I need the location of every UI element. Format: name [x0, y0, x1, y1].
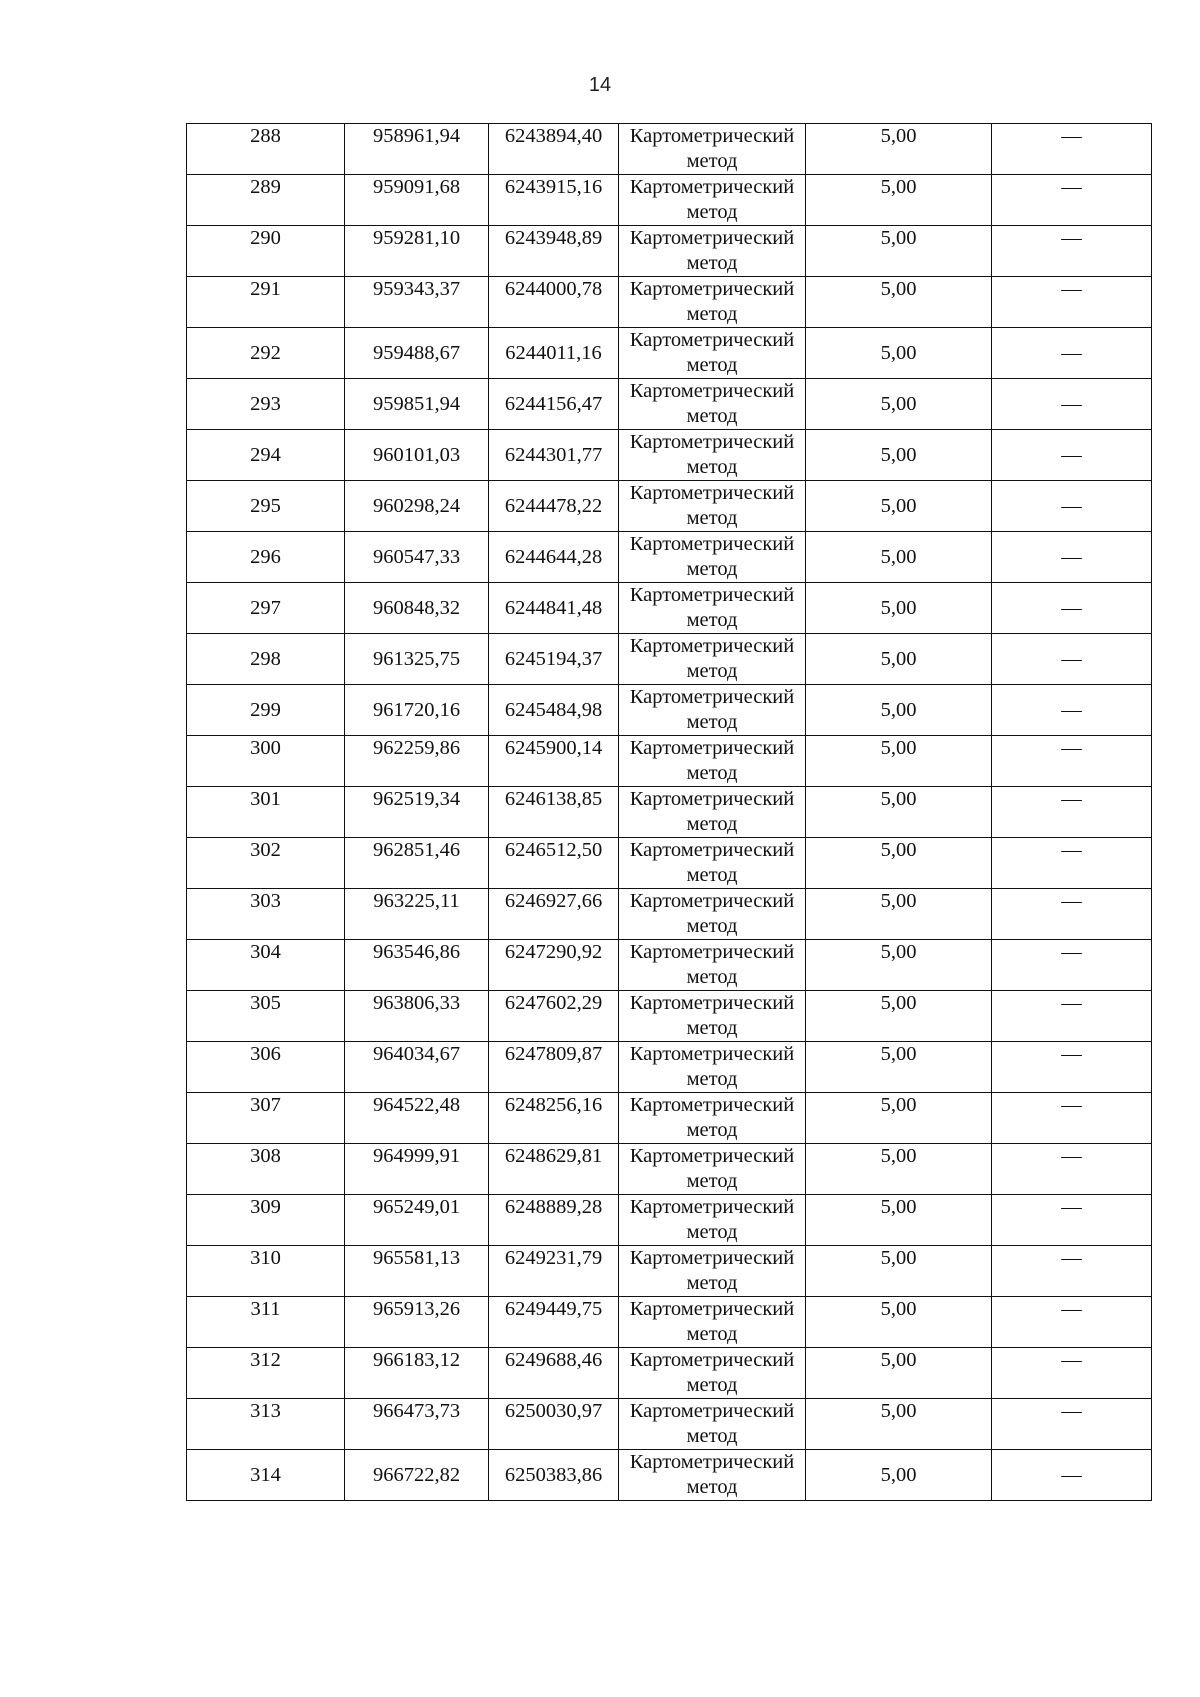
method-line-1: Картометрический: [629, 839, 795, 861]
method-line-1: Картометрический: [629, 380, 795, 402]
point-number-cell: 307: [187, 1093, 345, 1144]
x-coordinate-cell: 959343,37: [345, 277, 489, 328]
method-line-2: метод: [686, 1170, 738, 1192]
point-number-cell: 309: [187, 1195, 345, 1246]
note-cell: —: [992, 736, 1152, 787]
point-number-cell: 303: [187, 889, 345, 940]
accuracy-cell: 5,00: [806, 481, 992, 532]
method-cell: [619, 940, 806, 991]
method-line-1: Картометрический: [629, 1247, 795, 1269]
method-line-1: Картометрический: [629, 992, 795, 1014]
note-cell: —: [992, 1399, 1152, 1450]
accuracy-cell: 5,00: [806, 328, 992, 379]
point-number-cell: 311: [187, 1297, 345, 1348]
table-row: [187, 1246, 1152, 1297]
method-line-2: метод: [686, 813, 738, 835]
method-line-2: метод: [686, 150, 738, 172]
method-line-2: метод: [686, 405, 738, 427]
method-line-1: Картометрический: [629, 176, 795, 198]
method-line-2: метод: [686, 1068, 738, 1090]
x-coordinate-cell: 959091,68: [345, 175, 489, 226]
method-line-1: Картометрический: [629, 125, 795, 147]
y-coordinate-cell: 6246138,85: [489, 787, 619, 838]
note-cell: —: [992, 991, 1152, 1042]
note-cell: —: [992, 1093, 1152, 1144]
accuracy-cell: 5,00: [806, 1450, 992, 1501]
method-line-1: Картометрический: [629, 1043, 795, 1065]
table-row: [187, 1348, 1152, 1399]
accuracy-cell: 5,00: [806, 991, 992, 1042]
y-coordinate-cell: 6244301,77: [489, 430, 619, 481]
point-number-cell: 305: [187, 991, 345, 1042]
note-cell: —: [992, 889, 1152, 940]
method-line-1: Картометрический: [629, 1196, 795, 1218]
table-row: [187, 124, 1152, 175]
x-coordinate-cell: 963225,11: [345, 889, 489, 940]
table-row: [187, 1195, 1152, 1246]
point-number-cell: 310: [187, 1246, 345, 1297]
table-row: [187, 1093, 1152, 1144]
method-line-2: метод: [686, 303, 738, 325]
accuracy-cell: 5,00: [806, 532, 992, 583]
note-cell: —: [992, 481, 1152, 532]
accuracy-cell: 5,00: [806, 1195, 992, 1246]
x-coordinate-cell: 962851,46: [345, 838, 489, 889]
method-cell: [619, 277, 806, 328]
method-line-1: Картометрический: [629, 1145, 795, 1167]
method-cell: [619, 532, 806, 583]
table-row: [187, 277, 1152, 328]
table-row: [187, 379, 1152, 430]
note-cell: —: [992, 532, 1152, 583]
x-coordinate-cell: 965249,01: [345, 1195, 489, 1246]
method-cell: [619, 736, 806, 787]
method-line-1: Картометрический: [629, 890, 795, 912]
y-coordinate-cell: 6243915,16: [489, 175, 619, 226]
method-line-2: метод: [686, 711, 738, 733]
table-row: [187, 1144, 1152, 1195]
note-cell: —: [992, 379, 1152, 430]
y-coordinate-cell: 6244000,78: [489, 277, 619, 328]
y-coordinate-cell: 6246927,66: [489, 889, 619, 940]
x-coordinate-cell: 960298,24: [345, 481, 489, 532]
accuracy-cell: 5,00: [806, 1144, 992, 1195]
accuracy-cell: 5,00: [806, 430, 992, 481]
point-number-cell: 301: [187, 787, 345, 838]
method-line-1: Картометрический: [629, 1298, 795, 1320]
table-row: [187, 736, 1152, 787]
accuracy-cell: 5,00: [806, 787, 992, 838]
accuracy-cell: 5,00: [806, 685, 992, 736]
method-line-2: метод: [686, 609, 738, 631]
table-row: [187, 1399, 1152, 1450]
point-number-cell: 300: [187, 736, 345, 787]
method-line-1: Картометрический: [629, 533, 795, 555]
point-number-cell: 296: [187, 532, 345, 583]
method-line-2: метод: [686, 507, 738, 529]
method-cell: [619, 1042, 806, 1093]
table-row: [187, 1297, 1152, 1348]
point-number-cell: 302: [187, 838, 345, 889]
table-row: [187, 1042, 1152, 1093]
method-line-2: метод: [686, 1425, 738, 1447]
coordinates-table-body: [187, 124, 1152, 1501]
note-cell: —: [992, 1348, 1152, 1399]
y-coordinate-cell: 6248629,81: [489, 1144, 619, 1195]
method-line-1: Картометрический: [629, 278, 795, 300]
y-coordinate-cell: 6247290,92: [489, 940, 619, 991]
note-cell: —: [992, 787, 1152, 838]
y-coordinate-cell: 6249449,75: [489, 1297, 619, 1348]
accuracy-cell: 5,00: [806, 1297, 992, 1348]
method-line-2: метод: [686, 1221, 738, 1243]
y-coordinate-cell: 6250383,86: [489, 1450, 619, 1501]
table-row: [187, 175, 1152, 226]
point-number-cell: 308: [187, 1144, 345, 1195]
method-cell: [619, 1093, 806, 1144]
x-coordinate-cell: 964999,91: [345, 1144, 489, 1195]
method-line-1: Картометрический: [629, 1349, 795, 1371]
table-row: [187, 1450, 1152, 1501]
method-line-2: метод: [686, 558, 738, 580]
accuracy-cell: 5,00: [806, 634, 992, 685]
point-number-cell: 292: [187, 328, 345, 379]
x-coordinate-cell: 961325,75: [345, 634, 489, 685]
y-coordinate-cell: 6246512,50: [489, 838, 619, 889]
x-coordinate-cell: 963546,86: [345, 940, 489, 991]
method-line-2: метод: [686, 354, 738, 376]
method-cell: [619, 124, 806, 175]
x-coordinate-cell: 960848,32: [345, 583, 489, 634]
page-number: 14: [588, 74, 612, 96]
note-cell: —: [992, 1297, 1152, 1348]
method-cell: [619, 328, 806, 379]
table-row: [187, 226, 1152, 277]
point-number-cell: 304: [187, 940, 345, 991]
y-coordinate-cell: 6244011,16: [489, 328, 619, 379]
x-coordinate-cell: 963806,33: [345, 991, 489, 1042]
y-coordinate-cell: 6243894,40: [489, 124, 619, 175]
point-number-cell: 298: [187, 634, 345, 685]
table-row: [187, 430, 1152, 481]
table-row: [187, 634, 1152, 685]
method-line-2: метод: [686, 1323, 738, 1345]
x-coordinate-cell: 965581,13: [345, 1246, 489, 1297]
method-line-2: метод: [686, 660, 738, 682]
x-coordinate-cell: 966473,73: [345, 1399, 489, 1450]
method-line-1: Картометрический: [629, 227, 795, 249]
note-cell: —: [992, 226, 1152, 277]
method-cell: [619, 175, 806, 226]
method-cell: [619, 226, 806, 277]
method-line-1: Картометрический: [629, 482, 795, 504]
y-coordinate-cell: 6244841,48: [489, 583, 619, 634]
method-cell: [619, 430, 806, 481]
point-number-cell: 289: [187, 175, 345, 226]
y-coordinate-cell: 6247809,87: [489, 1042, 619, 1093]
x-coordinate-cell: 958961,94: [345, 124, 489, 175]
method-cell: [619, 889, 806, 940]
accuracy-cell: 5,00: [806, 1093, 992, 1144]
x-coordinate-cell: 959281,10: [345, 226, 489, 277]
y-coordinate-cell: 6247602,29: [489, 991, 619, 1042]
method-line-2: метод: [686, 1119, 738, 1141]
method-line-1: Картометрический: [629, 1094, 795, 1116]
method-cell: [619, 634, 806, 685]
note-cell: —: [992, 1246, 1152, 1297]
note-cell: —: [992, 838, 1152, 889]
accuracy-cell: 5,00: [806, 226, 992, 277]
method-line-1: Картометрический: [629, 686, 795, 708]
accuracy-cell: 5,00: [806, 1399, 992, 1450]
x-coordinate-cell: 965913,26: [345, 1297, 489, 1348]
x-coordinate-cell: 960101,03: [345, 430, 489, 481]
method-line-2: метод: [686, 1476, 738, 1498]
accuracy-cell: 5,00: [806, 838, 992, 889]
note-cell: —: [992, 277, 1152, 328]
method-line-2: метод: [686, 201, 738, 223]
method-cell: [619, 991, 806, 1042]
note-cell: —: [992, 1042, 1152, 1093]
x-coordinate-cell: 964034,67: [345, 1042, 489, 1093]
method-line-2: метод: [686, 864, 738, 886]
y-coordinate-cell: 6243948,89: [489, 226, 619, 277]
method-cell: [619, 481, 806, 532]
method-line-2: метод: [686, 915, 738, 937]
table-row: [187, 685, 1152, 736]
note-cell: —: [992, 634, 1152, 685]
table-row: [187, 583, 1152, 634]
x-coordinate-cell: 959488,67: [345, 328, 489, 379]
method-line-1: Картометрический: [629, 584, 795, 606]
accuracy-cell: 5,00: [806, 940, 992, 991]
accuracy-cell: 5,00: [806, 736, 992, 787]
y-coordinate-cell: 6249231,79: [489, 1246, 619, 1297]
note-cell: —: [992, 124, 1152, 175]
method-cell: [619, 1297, 806, 1348]
method-cell: [619, 583, 806, 634]
x-coordinate-cell: 960547,33: [345, 532, 489, 583]
x-coordinate-cell: 962519,34: [345, 787, 489, 838]
method-line-1: Картометрический: [629, 1400, 795, 1422]
method-line-2: метод: [686, 252, 738, 274]
accuracy-cell: 5,00: [806, 889, 992, 940]
y-coordinate-cell: 6248889,28: [489, 1195, 619, 1246]
method-cell: [619, 1399, 806, 1450]
method-cell: [619, 1246, 806, 1297]
point-number-cell: 291: [187, 277, 345, 328]
note-cell: —: [992, 1144, 1152, 1195]
x-coordinate-cell: 961720,16: [345, 685, 489, 736]
accuracy-cell: 5,00: [806, 1042, 992, 1093]
note-cell: —: [992, 1195, 1152, 1246]
method-line-2: метод: [686, 1272, 738, 1294]
method-cell: [619, 379, 806, 430]
point-number-cell: 313: [187, 1399, 345, 1450]
method-line-2: метод: [686, 1374, 738, 1396]
accuracy-cell: 5,00: [806, 175, 992, 226]
method-line-1: Картометрический: [629, 1451, 795, 1473]
table-row: [187, 481, 1152, 532]
accuracy-cell: 5,00: [806, 124, 992, 175]
note-cell: —: [992, 328, 1152, 379]
point-number-cell: 297: [187, 583, 345, 634]
method-line-2: метод: [686, 966, 738, 988]
method-line-1: Картометрический: [629, 431, 795, 453]
method-line-1: Картометрический: [629, 941, 795, 963]
y-coordinate-cell: 6245484,98: [489, 685, 619, 736]
method-line-1: Картометрический: [629, 329, 795, 351]
point-number-cell: 294: [187, 430, 345, 481]
method-line-2: метод: [686, 762, 738, 784]
point-number-cell: 293: [187, 379, 345, 430]
point-number-cell: 290: [187, 226, 345, 277]
method-cell: [619, 685, 806, 736]
point-number-cell: 288: [187, 124, 345, 175]
method-cell: [619, 1195, 806, 1246]
y-coordinate-cell: 6250030,97: [489, 1399, 619, 1450]
y-coordinate-cell: 6248256,16: [489, 1093, 619, 1144]
method-cell: [619, 838, 806, 889]
y-coordinate-cell: 6244156,47: [489, 379, 619, 430]
table-row: [187, 889, 1152, 940]
method-line-2: метод: [686, 456, 738, 478]
accuracy-cell: 5,00: [806, 583, 992, 634]
y-coordinate-cell: 6245194,37: [489, 634, 619, 685]
table-row: [187, 838, 1152, 889]
method-cell: [619, 787, 806, 838]
method-line-1: Картометрический: [629, 788, 795, 810]
point-number-cell: 314: [187, 1450, 345, 1501]
x-coordinate-cell: 964522,48: [345, 1093, 489, 1144]
y-coordinate-cell: 6244478,22: [489, 481, 619, 532]
table-row: [187, 940, 1152, 991]
method-line-1: Картометрический: [629, 635, 795, 657]
method-cell: [619, 1144, 806, 1195]
y-coordinate-cell: 6245900,14: [489, 736, 619, 787]
note-cell: —: [992, 583, 1152, 634]
table-row: [187, 991, 1152, 1042]
coordinates-table: [186, 123, 1152, 1501]
table-row: [187, 532, 1152, 583]
note-cell: —: [992, 940, 1152, 991]
point-number-cell: 299: [187, 685, 345, 736]
x-coordinate-cell: 966722,82: [345, 1450, 489, 1501]
x-coordinate-cell: 959851,94: [345, 379, 489, 430]
accuracy-cell: 5,00: [806, 277, 992, 328]
x-coordinate-cell: 962259,86: [345, 736, 489, 787]
accuracy-cell: 5,00: [806, 1348, 992, 1399]
note-cell: —: [992, 1450, 1152, 1501]
point-number-cell: 306: [187, 1042, 345, 1093]
method-line-1: Картометрический: [629, 737, 795, 759]
accuracy-cell: 5,00: [806, 379, 992, 430]
x-coordinate-cell: 966183,12: [345, 1348, 489, 1399]
method-line-2: метод: [686, 1017, 738, 1039]
accuracy-cell: 5,00: [806, 1246, 992, 1297]
point-number-cell: 312: [187, 1348, 345, 1399]
y-coordinate-cell: 6249688,46: [489, 1348, 619, 1399]
method-cell: [619, 1450, 806, 1501]
note-cell: —: [992, 430, 1152, 481]
method-cell: [619, 1348, 806, 1399]
point-number-cell: 295: [187, 481, 345, 532]
y-coordinate-cell: 6244644,28: [489, 532, 619, 583]
note-cell: —: [992, 685, 1152, 736]
note-cell: —: [992, 175, 1152, 226]
table-row: [187, 787, 1152, 838]
table-row: [187, 328, 1152, 379]
